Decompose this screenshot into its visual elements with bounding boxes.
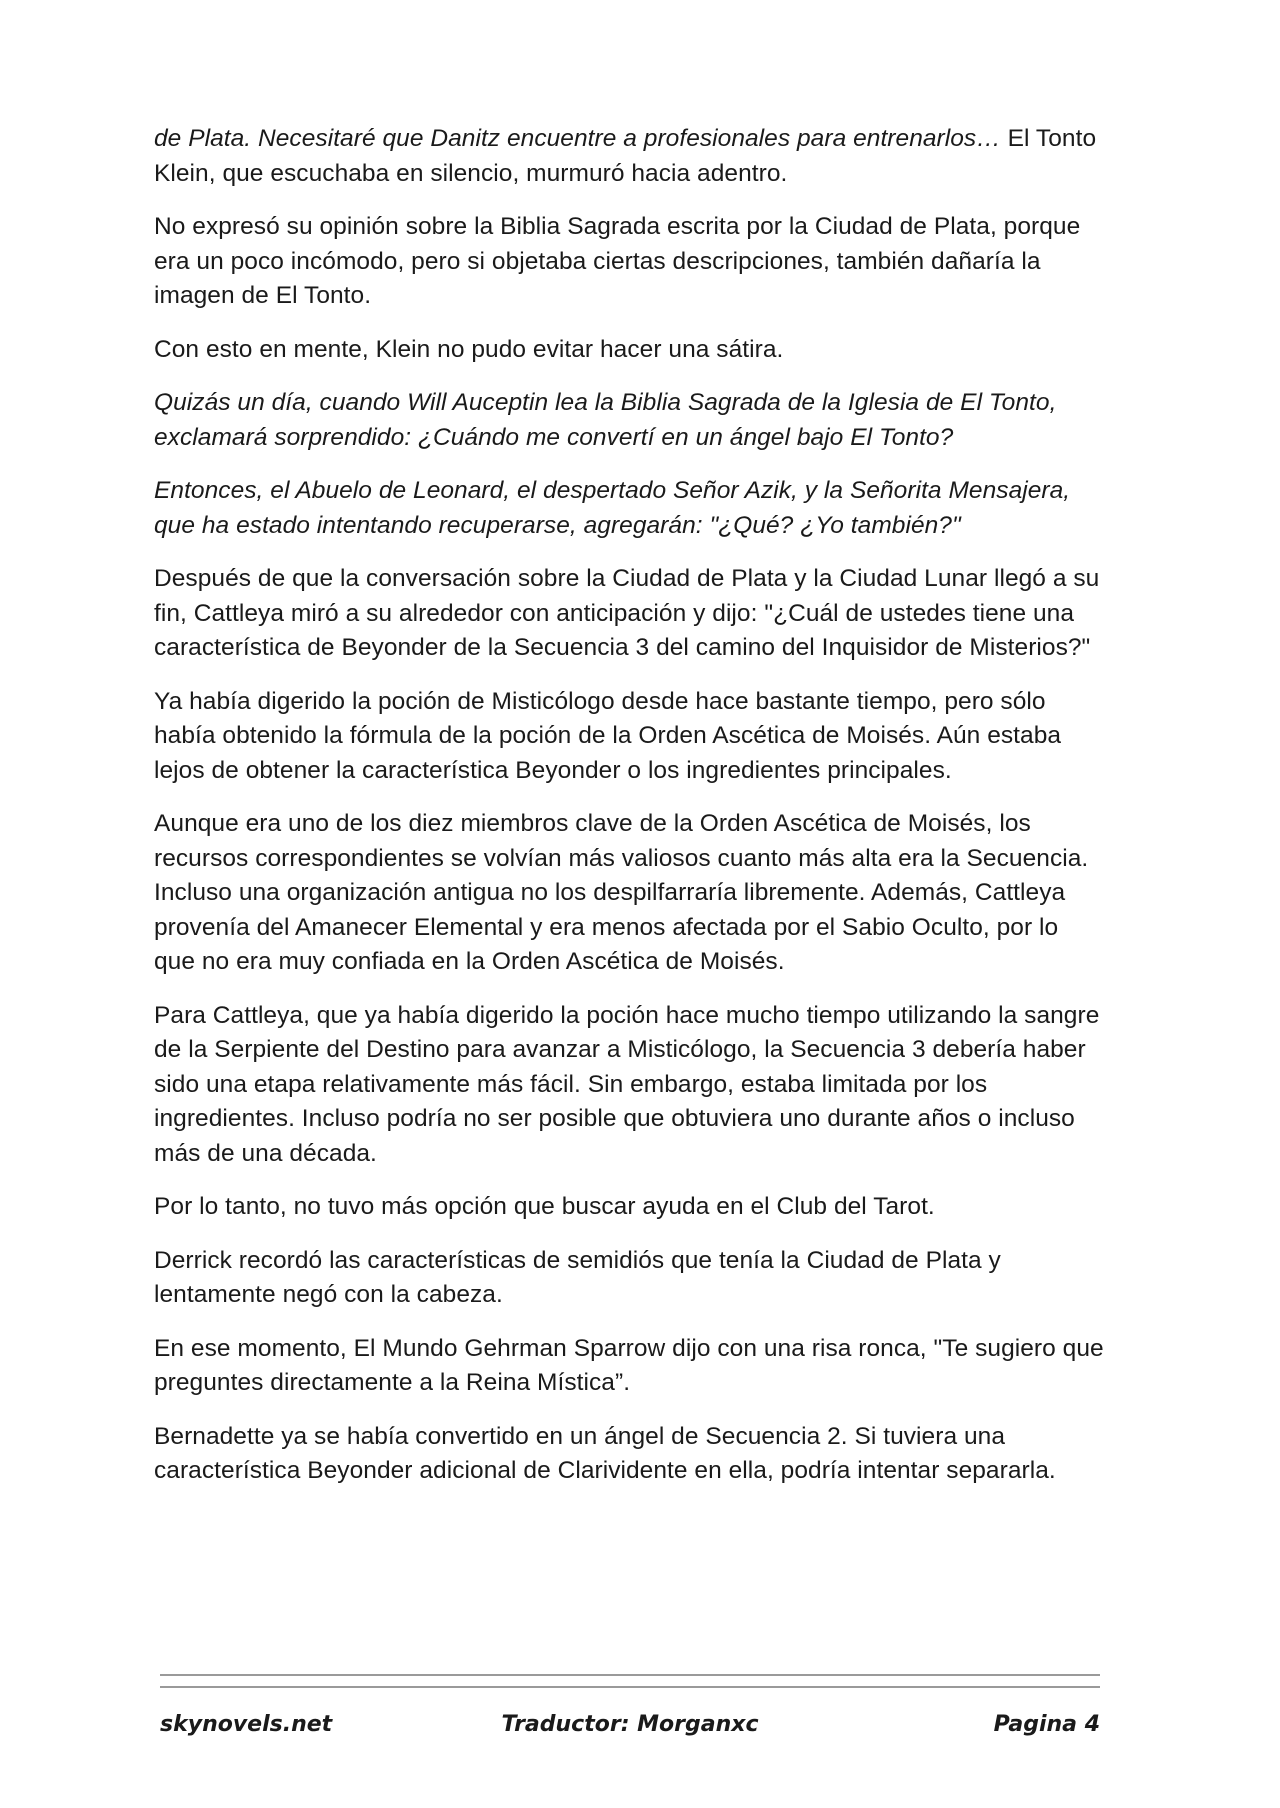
- paragraph-11: Derrick recordó las características de semidiós que tenía la Ciudad de Plata y lentamente negó con la cabeza.: [154, 1246, 1001, 1308]
- page-footer: [160, 1712, 1100, 1752]
- paragraph-7: Ya había digerido la poción de Misticólogo desde hace bastante tiempo, pero sólo había obtenido la fórmula de la poción de la Orden Ascética de Moisés. Aún estaba lejos de obtener la característica Beyonder o los ingredientes principales.: [154, 687, 1062, 784]
- paragraph-3: Con esto en mente, Klein no pudo evitar hacer una sátira.: [154, 335, 784, 363]
- paragraph-2: No expresó su opinión sobre la Biblia Sagrada escrita por la Ciudad de Plata, porque era un poco incómodo, pero si objetaba ciertas descripciones, también dañaría la imagen de El Tonto.: [154, 213, 1081, 309]
- paragraph-5: Entonces, el Abuelo de Leonard, el despertado Señor Azik, y la Señorita Mensajera, que ha estado intentando recuperarse, agregarán: "¿Qué? ¿Yo también?": [154, 477, 1071, 539]
- paragraph-1-italic: de Plata. Necesitaré que Danitz encuentre a profesionales para entrenarlos…: [154, 125, 1001, 152]
- paragraph-4: Quizás un día, cuando Will Auceptin lea la Biblia Sagrada de la Iglesia de El Tonto, exclamará sorprendido: ¿Cuándo me convertí en un ángel bajo El Tonto?: [154, 389, 1057, 451]
- paragraph-1-normal: El Tonto Klein, que escuchaba en silencio, murmuró hacia adentro.: [154, 125, 1097, 187]
- paragraph-10: Por lo tanto, no tuvo más opción que buscar ayuda en el Club del Tarot.: [154, 1193, 935, 1220]
- paragraph-12: En ese momento, El Mundo Gehrman Sparrow dijo con una risa ronca, "Te sugiero que preguntes directamente a la Reina Mística”.: [154, 1334, 1104, 1396]
- footer-divider-top: [160, 1674, 1100, 1676]
- footer-page-number: Pagina 4: [993, 1712, 1100, 1737]
- paragraph-8: Aunque era uno de los diez miembros clave de la Orden Ascética de Moisés, los recursos correspondientes se volvían más valiosos cuanto más alta era la Secuencia. Incluso una organización antigua no los despilfarraría libremente. Además, Cattleya provenía del Amanecer Elemental y era menos afectada por el Sabio Oculto, por lo que no era muy confiada en la Orden Ascética de Moisés.: [154, 810, 1089, 975]
- footer-translator: Traductor: Morganxc: [501, 1712, 759, 1737]
- paragraph-13: Bernadette ya se había convertido en un ángel de Secuencia 2. Si tuviera una característica Beyonder adicional de Clarividente en ella, podría intentar separarla.: [154, 1422, 1056, 1484]
- footer-divider-bottom: [160, 1686, 1100, 1688]
- paragraph-6: Después de que la conversación sobre la Ciudad de Plata y la Ciudad Lunar llegó a su fin, Cattleya miró a su alrededor con anticipación y dijo: "¿Cuál de ustedes tiene una característica de Beyonder de la Secuencia 3 del camino del Inquisidor de Misterios?": [154, 565, 1100, 661]
- paragraph-1: [154, 122, 1104, 191]
- footer-site: skynovels.net: [160, 1712, 333, 1737]
- paragraph-9: Para Cattleya, que ya había digerido la poción hace mucho tiempo utilizando la sangre de la Serpiente del Destino para avanzar a Misticólogo, la Secuencia 3 debería haber sido una etapa relativamente más fácil. Sin embargo, estaba limitada por los ingredientes. Incluso podría no ser posible que obtuviera uno durante años o incluso más de una década.: [154, 1001, 1100, 1167]
- document-body: [154, 122, 1104, 1508]
